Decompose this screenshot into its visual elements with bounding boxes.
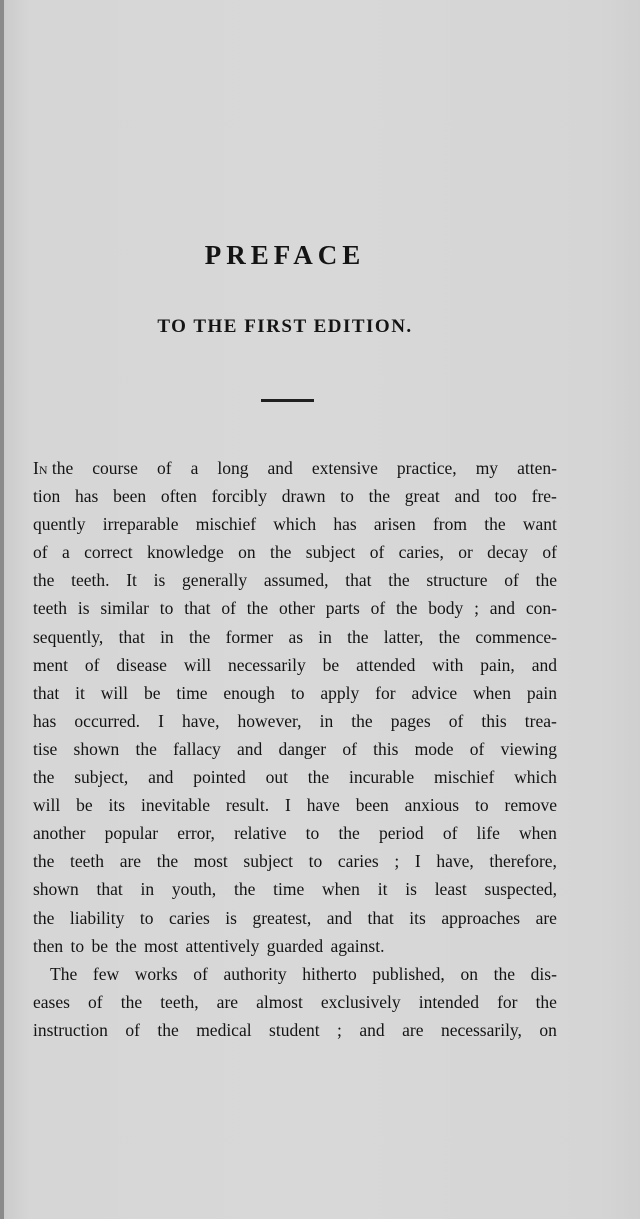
word: will — [183, 654, 212, 675]
word: popular — [104, 823, 159, 844]
word: has — [333, 514, 357, 535]
page-binding-edge — [0, 0, 4, 1219]
text-line — [33, 566, 557, 594]
text-line: then to be the most attentively guarded against. — [33, 935, 385, 956]
word: the — [135, 738, 157, 759]
word: instruction — [33, 1019, 108, 1040]
word: the — [396, 598, 418, 619]
word: of — [469, 738, 485, 759]
section-rule — [261, 399, 314, 402]
word: of — [442, 823, 458, 844]
word: time — [273, 879, 305, 900]
word: and — [236, 738, 263, 759]
word: as — [288, 626, 304, 647]
text-line — [33, 623, 557, 651]
word: is — [225, 907, 237, 928]
word: its — [108, 795, 126, 816]
word: the — [233, 879, 256, 900]
word: greatest, — [252, 907, 312, 928]
word: I — [158, 710, 164, 731]
drop-word: In — [33, 458, 48, 478]
word: fallacy — [173, 738, 221, 759]
text-line — [33, 454, 557, 482]
word: therefore, — [489, 851, 557, 872]
word: the — [156, 851, 179, 872]
word: few — [92, 963, 120, 984]
text-line — [33, 594, 557, 622]
word: to — [305, 823, 320, 844]
word: extensive — [311, 458, 378, 478]
word: sequently, — [33, 626, 104, 647]
word: the — [438, 626, 461, 647]
word: with — [432, 654, 464, 675]
word: to — [139, 907, 154, 928]
word: necessarily — [227, 654, 306, 675]
word: relative — [234, 823, 287, 844]
word: subject — [243, 851, 293, 872]
word: result. — [225, 795, 270, 816]
word: are — [535, 907, 557, 928]
word: of — [84, 654, 100, 675]
word: occurred. — [74, 710, 141, 731]
word: hitherto — [302, 963, 357, 984]
word: works — [134, 963, 178, 984]
word: the — [33, 767, 55, 788]
word: it — [75, 682, 85, 703]
word: to — [340, 486, 354, 507]
word: in — [160, 626, 174, 647]
word: of — [448, 710, 464, 731]
word: of — [542, 542, 557, 563]
word: commence- — [475, 626, 557, 647]
word: will — [33, 795, 61, 816]
word: atten- — [517, 458, 557, 478]
word: pages — [390, 710, 431, 731]
word: been — [113, 486, 147, 507]
word: and — [489, 598, 516, 619]
word: long — [217, 458, 249, 478]
word: are — [119, 851, 142, 872]
word: pain, — [480, 654, 515, 675]
word: former — [225, 626, 274, 647]
word: and — [326, 907, 353, 928]
word: necessarily, — [440, 1019, 522, 1040]
word: are — [216, 991, 239, 1012]
preface-title: PREFACE — [204, 240, 366, 270]
word: published, — [372, 963, 445, 984]
word: to — [474, 795, 489, 816]
word: the — [351, 710, 373, 731]
preface-subtitle: TO THE FIRST EDITION. — [157, 316, 413, 337]
word: or — [458, 542, 473, 563]
word: want — [522, 514, 557, 535]
word: exclusively — [320, 991, 401, 1012]
word: knowledge — [147, 542, 224, 563]
word: the — [188, 626, 211, 647]
word: which — [514, 767, 557, 788]
word: of — [33, 542, 48, 563]
word: too — [494, 486, 517, 507]
word: have — [306, 795, 340, 816]
word: from — [432, 514, 467, 535]
word: the — [535, 991, 557, 1012]
word: and — [531, 654, 557, 675]
word: ; — [394, 851, 400, 872]
word: pain — [526, 682, 557, 703]
word: on — [238, 542, 256, 563]
word: of — [342, 738, 357, 759]
word: when — [322, 879, 360, 900]
word: be — [143, 682, 161, 703]
word: a — [61, 542, 70, 563]
word: con- — [525, 598, 557, 619]
word: error, — [177, 823, 215, 844]
word: the — [388, 570, 410, 591]
word: to — [159, 598, 174, 619]
word: correct — [84, 542, 133, 563]
word: other — [278, 598, 315, 619]
word: quently — [33, 514, 86, 535]
text-line — [33, 847, 557, 875]
word: subject, — [74, 767, 129, 788]
word: on — [460, 963, 478, 984]
word: has — [74, 486, 99, 507]
word: its — [409, 907, 426, 928]
word: in — [140, 879, 155, 900]
word: and — [359, 1019, 385, 1040]
text-line — [33, 707, 557, 735]
word: this — [481, 710, 507, 731]
word: of — [221, 598, 236, 619]
word: another — [33, 823, 86, 844]
word: out — [265, 767, 288, 788]
word: and — [454, 486, 480, 507]
word: The — [50, 963, 78, 984]
word: will — [100, 682, 129, 703]
text-line — [33, 651, 557, 679]
text-line — [33, 510, 557, 538]
word: most — [193, 851, 228, 872]
word: the — [484, 514, 506, 535]
text-line — [33, 763, 557, 791]
word: dis- — [530, 963, 557, 984]
word: generally — [182, 570, 248, 591]
word: time — [176, 682, 208, 703]
word: for — [375, 682, 396, 703]
preface-body — [33, 454, 557, 1044]
word: life — [476, 823, 500, 844]
word: my — [475, 458, 499, 478]
word: of — [88, 991, 103, 1012]
word: shown — [33, 879, 79, 900]
text-line — [33, 791, 557, 819]
word: caries — [168, 907, 210, 928]
word: great — [404, 486, 440, 507]
word: assumed, — [263, 570, 329, 591]
word: drawn — [281, 486, 326, 507]
word: the — [246, 598, 269, 619]
word: arisen — [373, 514, 416, 535]
word: is — [153, 570, 166, 591]
word: anxious — [404, 795, 460, 816]
word: latter, — [383, 626, 424, 647]
word: decay — [487, 542, 528, 563]
word: teeth — [33, 598, 68, 619]
text-line — [33, 679, 557, 707]
word: that — [33, 682, 60, 703]
word: which — [273, 514, 317, 535]
text-line — [33, 735, 557, 763]
word: however, — [237, 710, 302, 731]
word: body — [428, 598, 464, 619]
word: ; — [474, 598, 479, 619]
text-line — [33, 819, 557, 847]
word: been — [355, 795, 389, 816]
line-text — [52, 454, 557, 482]
word: it — [377, 879, 388, 900]
word: the — [338, 823, 360, 844]
word: is — [77, 598, 90, 619]
word: of — [369, 542, 385, 563]
word: often — [160, 486, 197, 507]
word: for — [497, 991, 518, 1012]
word: the — [347, 626, 369, 647]
word: ment — [33, 654, 68, 675]
word: and — [267, 458, 293, 478]
word: practice, — [396, 458, 457, 478]
word: suspected, — [484, 879, 557, 900]
word: that — [367, 907, 394, 928]
word: disease — [116, 654, 167, 675]
word: have, — [182, 710, 220, 731]
text-line — [33, 538, 557, 566]
word: and — [148, 767, 174, 788]
text-line — [33, 988, 557, 1016]
word: shown — [73, 738, 120, 759]
word: the — [307, 767, 330, 788]
word: the — [51, 458, 74, 478]
word: mischief — [434, 767, 495, 788]
word: similar — [100, 598, 149, 619]
word: that — [345, 570, 372, 591]
word: when — [473, 682, 511, 703]
word: the — [157, 1019, 179, 1040]
word: teeth. — [71, 570, 110, 591]
word: a — [190, 458, 199, 478]
word: of — [156, 458, 172, 478]
word: the — [493, 963, 516, 984]
word: of — [504, 570, 519, 591]
word: mode — [414, 738, 454, 759]
word: the — [33, 570, 55, 591]
word: liability — [69, 907, 125, 928]
word: tise — [33, 738, 58, 759]
word: inevitable — [140, 795, 210, 816]
word: parts — [325, 598, 360, 619]
word: of — [370, 598, 386, 619]
word: pointed — [193, 767, 246, 788]
word: apply — [320, 682, 360, 703]
word: medical — [196, 1019, 252, 1040]
word: subject — [305, 542, 356, 563]
word: to — [290, 682, 305, 703]
word: the — [33, 851, 55, 872]
word: the — [33, 907, 55, 928]
word: ; — [337, 1019, 342, 1040]
word: youth, — [171, 879, 217, 900]
word: in — [319, 710, 334, 731]
text-line — [33, 1016, 557, 1044]
word: be — [322, 654, 340, 675]
word: attended — [356, 654, 416, 675]
word: forcibly — [211, 486, 267, 507]
word: almost — [256, 991, 303, 1012]
word: be — [76, 795, 93, 816]
word: has — [33, 710, 57, 731]
word: authority — [223, 963, 287, 984]
word: that — [96, 879, 123, 900]
word: to — [308, 851, 323, 872]
text-line — [33, 482, 557, 510]
word: I — [285, 795, 291, 816]
word: danger — [278, 738, 327, 759]
word: intended — [418, 991, 479, 1012]
word: in — [318, 626, 332, 647]
text-line — [33, 875, 557, 903]
word: irreparable — [102, 514, 179, 535]
word: the — [535, 570, 557, 591]
word: enough — [223, 682, 275, 703]
word: on — [539, 1019, 557, 1040]
word: are — [402, 1019, 424, 1040]
word: I — [414, 851, 421, 872]
word: caries — [337, 851, 379, 872]
word: this — [373, 738, 399, 759]
word: trea- — [524, 710, 557, 731]
word: is — [405, 879, 417, 900]
word: least — [434, 879, 467, 900]
word: It — [126, 570, 137, 591]
word: structure — [426, 570, 488, 591]
word: teeth, — [160, 991, 199, 1012]
word: tion — [33, 486, 61, 507]
word: teeth — [70, 851, 105, 872]
word: the — [120, 991, 143, 1012]
word: when — [519, 823, 557, 844]
word: of — [193, 963, 208, 984]
word: have, — [436, 851, 474, 872]
word: incurable — [349, 767, 415, 788]
word: approaches — [441, 907, 521, 928]
word: caries, — [398, 542, 444, 563]
word: student — [269, 1019, 320, 1040]
word: mischief — [195, 514, 257, 535]
text-line — [33, 960, 557, 988]
word: advice — [411, 682, 458, 703]
word: the — [270, 542, 292, 563]
word: that — [184, 598, 211, 619]
word: period — [378, 823, 424, 844]
word: viewing — [500, 738, 557, 759]
word: that — [118, 626, 145, 647]
word: course — [92, 458, 138, 478]
word: of — [125, 1019, 140, 1040]
word: eases — [33, 991, 70, 1012]
text-line — [33, 904, 557, 932]
word: remove — [504, 795, 557, 816]
word: fre- — [531, 486, 557, 507]
word: the — [368, 486, 390, 507]
